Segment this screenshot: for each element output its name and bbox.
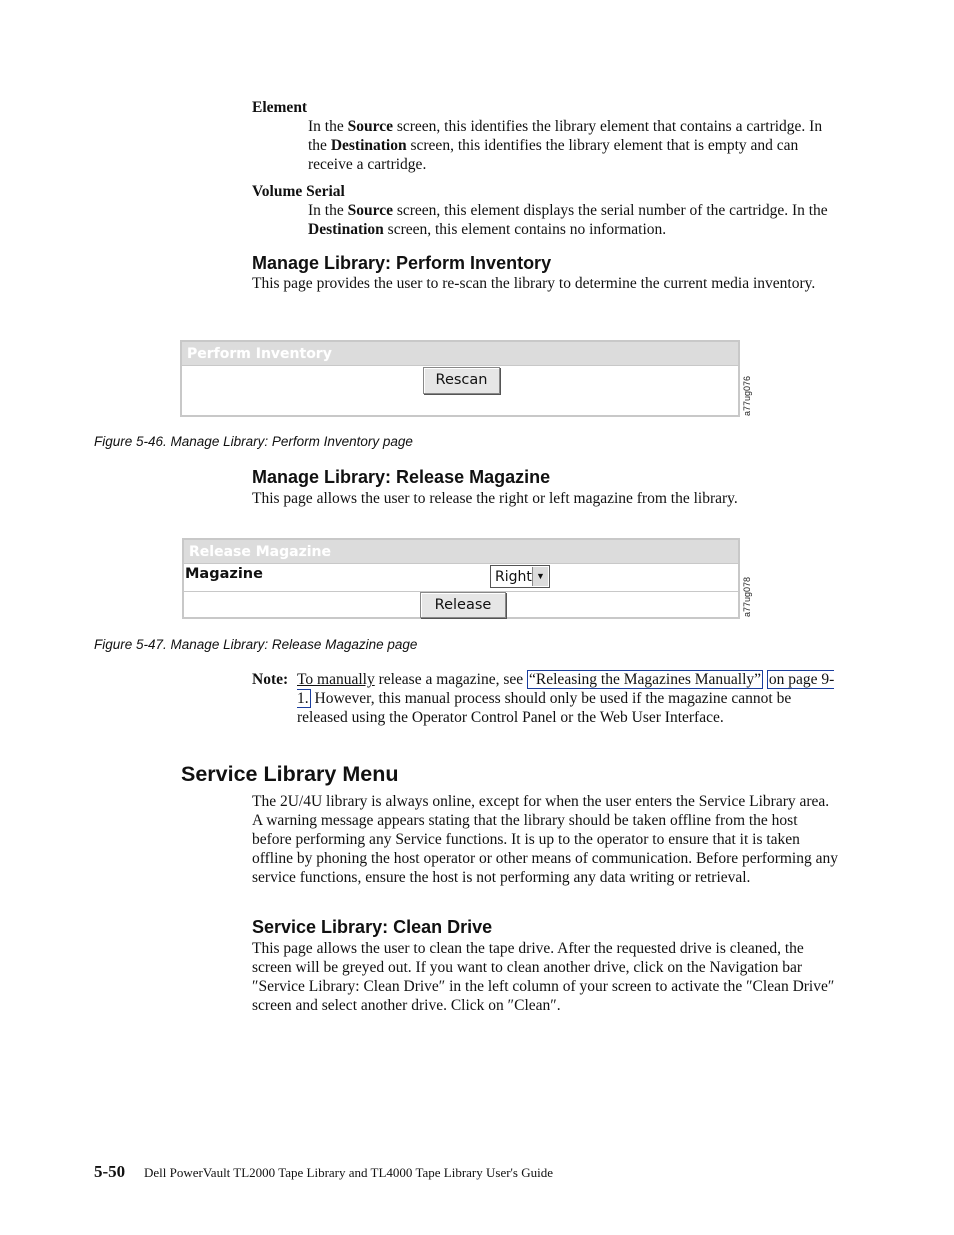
definition-term-element: Element	[252, 99, 308, 116]
panel-title: Perform Inventory	[182, 342, 738, 366]
release-magazine-panel	[182, 538, 740, 619]
note-lead-text: To manually	[297, 671, 375, 688]
perform-inventory-panel	[180, 340, 740, 417]
magazine-label: Magazine	[185, 566, 263, 582]
panel-title: Release Magazine	[184, 540, 738, 564]
footer-title: Dell PowerVault TL2000 Tape Library and TL4000 Tape Library User's Guide	[144, 1165, 553, 1180]
release-button[interactable]: Release	[420, 592, 506, 618]
chevron-down-icon[interactable]: ▼	[532, 567, 548, 586]
cross-reference-link-page[interactable]: on page 9-1.	[297, 671, 835, 707]
section-heading-release-magazine: Manage Library: Release Magazine	[252, 467, 551, 487]
figure-id-label: a77ug078	[742, 576, 752, 617]
section-body-perform-inventory: This page provides the user to re-scan the library to determine the current media inventory.	[252, 275, 816, 292]
figure-caption-5-47: Figure 5-47. Manage Library: Release Magazine page	[94, 637, 418, 652]
figure-caption-5-46: Figure 5-46. Manage Library: Perform Inventory page	[94, 434, 413, 449]
clean-drive-body: This page allows the user to clean the tape drive. After the requested drive is cleaned, the screen will be greyed out. If you want to clean another drive, click on the Navigation bar ″Service Library: Clean Drive″ in the left column of your screen to activate the ″Clean Drive″ screen and select another drive. Click on ″Clean″.	[252, 940, 835, 1014]
definition-desc-volume-serial: In the Source screen, this element displays the serial number of the cartridge. In the Destination screen, this element contains no information.	[308, 202, 828, 238]
rescan-button[interactable]: Rescan	[423, 367, 500, 394]
definition-desc-element: In the Source screen, this identifies the library element that contains a cartridge. In the Destination screen, this identifies the library element that is empty and can receive a cartridge.	[308, 118, 823, 173]
figure-id-label: a77ug076	[742, 375, 752, 416]
note-body	[297, 670, 838, 727]
magazine-select[interactable]	[490, 565, 550, 588]
section-heading-perform-inventory: Manage Library: Perform Inventory	[252, 253, 552, 273]
note-mid-text: release a magazine, see	[374, 671, 528, 688]
cross-reference-link[interactable]: “Releasing the Magazines Manually”	[529, 671, 762, 688]
page-number: 5-50	[94, 1162, 126, 1181]
section-body-release-magazine: This page allows the user to release the right or left magazine from the library.	[252, 490, 738, 507]
service-library-body: The 2U/4U library is always online, except for when the user enters the Service Library area. A warning message appears stating that the library should be taken offline from the host before performing any Service functions. It is up to the operator to ensure that it is taken offline by phoning the host operator or other means of communication. Before performing any service functions, ensure the host is not performing any data writing or retrieval.	[252, 793, 838, 886]
clean-drive-heading: Service Library: Clean Drive	[252, 917, 493, 937]
service-library-heading: Service Library Menu	[181, 762, 399, 786]
definition-term-volume-serial: Volume Serial	[252, 183, 345, 200]
magazine-row	[184, 564, 738, 592]
note-label: Note:	[252, 671, 289, 688]
note-rest-text: However, this manual process should only be used if the magazine cannot be released using the Operator Control Panel or the Web User Interface.	[297, 690, 792, 726]
magazine-select-value: Right	[495, 569, 532, 585]
